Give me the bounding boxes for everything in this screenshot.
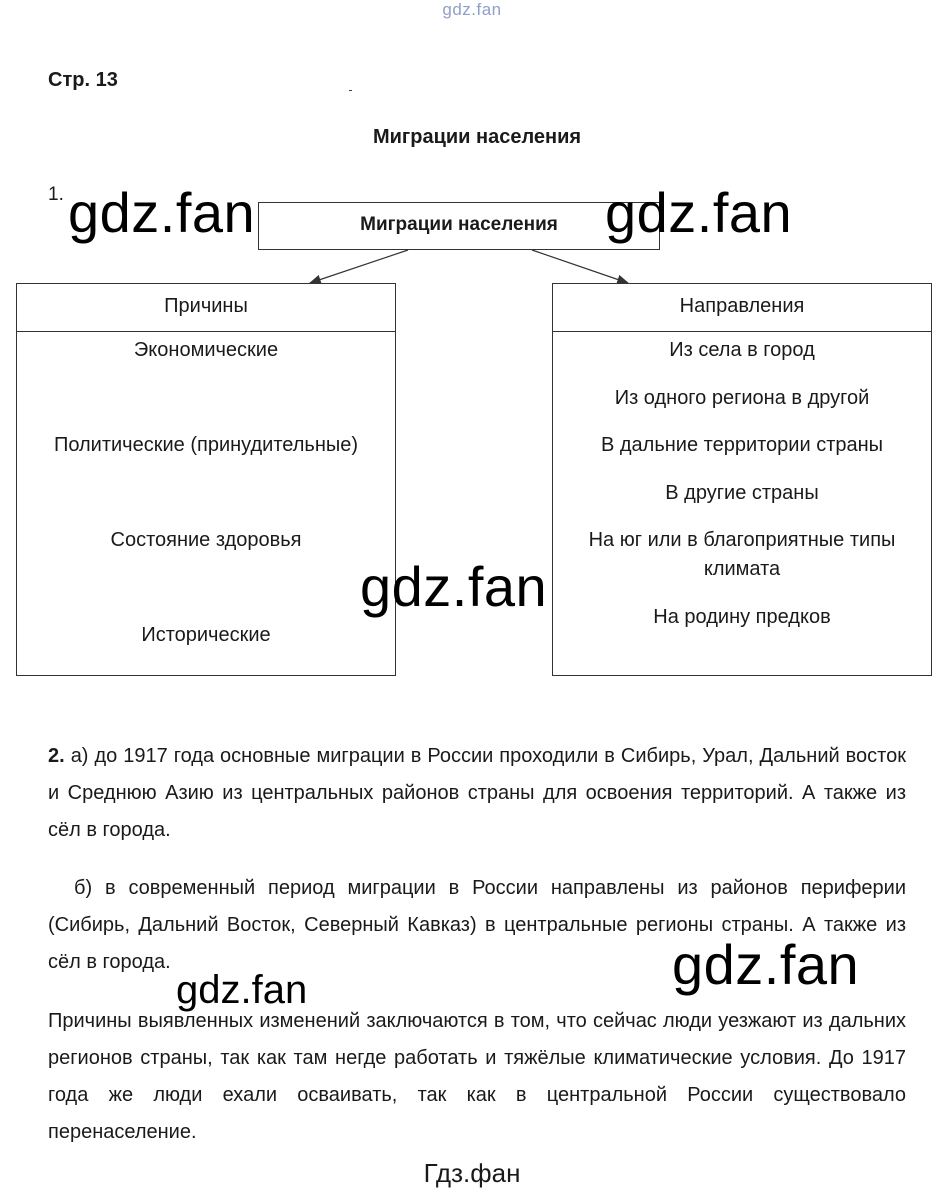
directions-header: Направления [553,284,931,332]
page-label: Стр. 13 [48,69,118,91]
task-2-number: 2. [48,745,65,767]
watermark: gdz.fan [68,181,256,244]
task-2-part-a [48,738,906,849]
task-2-a-text: а) до 1917 года основные миграции в России проходили в Сибирь, Урал, Дальний восток и Среднюю Азию из центральных районов страны для освоения территорий. А также из сёл в города. [48,745,906,841]
watermark-top: gdz.fan [442,0,502,19]
directions-box [552,283,932,676]
direction-item: На родину предков [653,606,831,628]
direction-item: Из одного региона в другой [614,387,870,409]
task-2-reasons: Причины выявленных изменений заключаются в том, что сейчас люди уезжают из дальних регионов страны, так как там негде работать и тяжёлые климатические условия. До 1917 года же люди ехали осваивать, так как в центральной России существовало перенаселение. [48,1010,906,1143]
causes-box [16,283,396,676]
watermark: gdz.fan [176,968,308,1012]
task-2-part-b: б) в современный период миграции в России направлены из районов периферии (Сибирь, Дальний Восток, Северный Кавказ) в центральные регионы страны. А также из сёл в города. [48,877,906,973]
cause-item: Политические (принудительные) [53,434,359,456]
diagram-root-box: Миграции населения [258,202,660,250]
diagram-arrows [0,0,944,300]
direction-item: Из села в город [669,339,815,361]
footer-watermark: Гдз.фан [423,1158,521,1188]
page-title: Миграции населения [372,126,582,148]
direction-item: На юг или в благоприятные типы климата [588,529,896,580]
cause-item: Состояние здоровья [110,529,302,551]
direction-item: В дальние территории страны [600,434,884,456]
task-1-number: 1. [48,184,64,205]
cause-item: Исторические [141,624,271,646]
watermark: gdz.fan [672,933,860,996]
direction-item: В другие страны [665,482,819,504]
arrow-left [310,250,408,283]
watermark: gdz.fan [605,181,793,244]
watermark: gdz.fan [360,555,548,618]
arrow-right [532,250,628,283]
causes-header: Причины [17,284,395,332]
cause-item: Экономические [133,339,279,361]
